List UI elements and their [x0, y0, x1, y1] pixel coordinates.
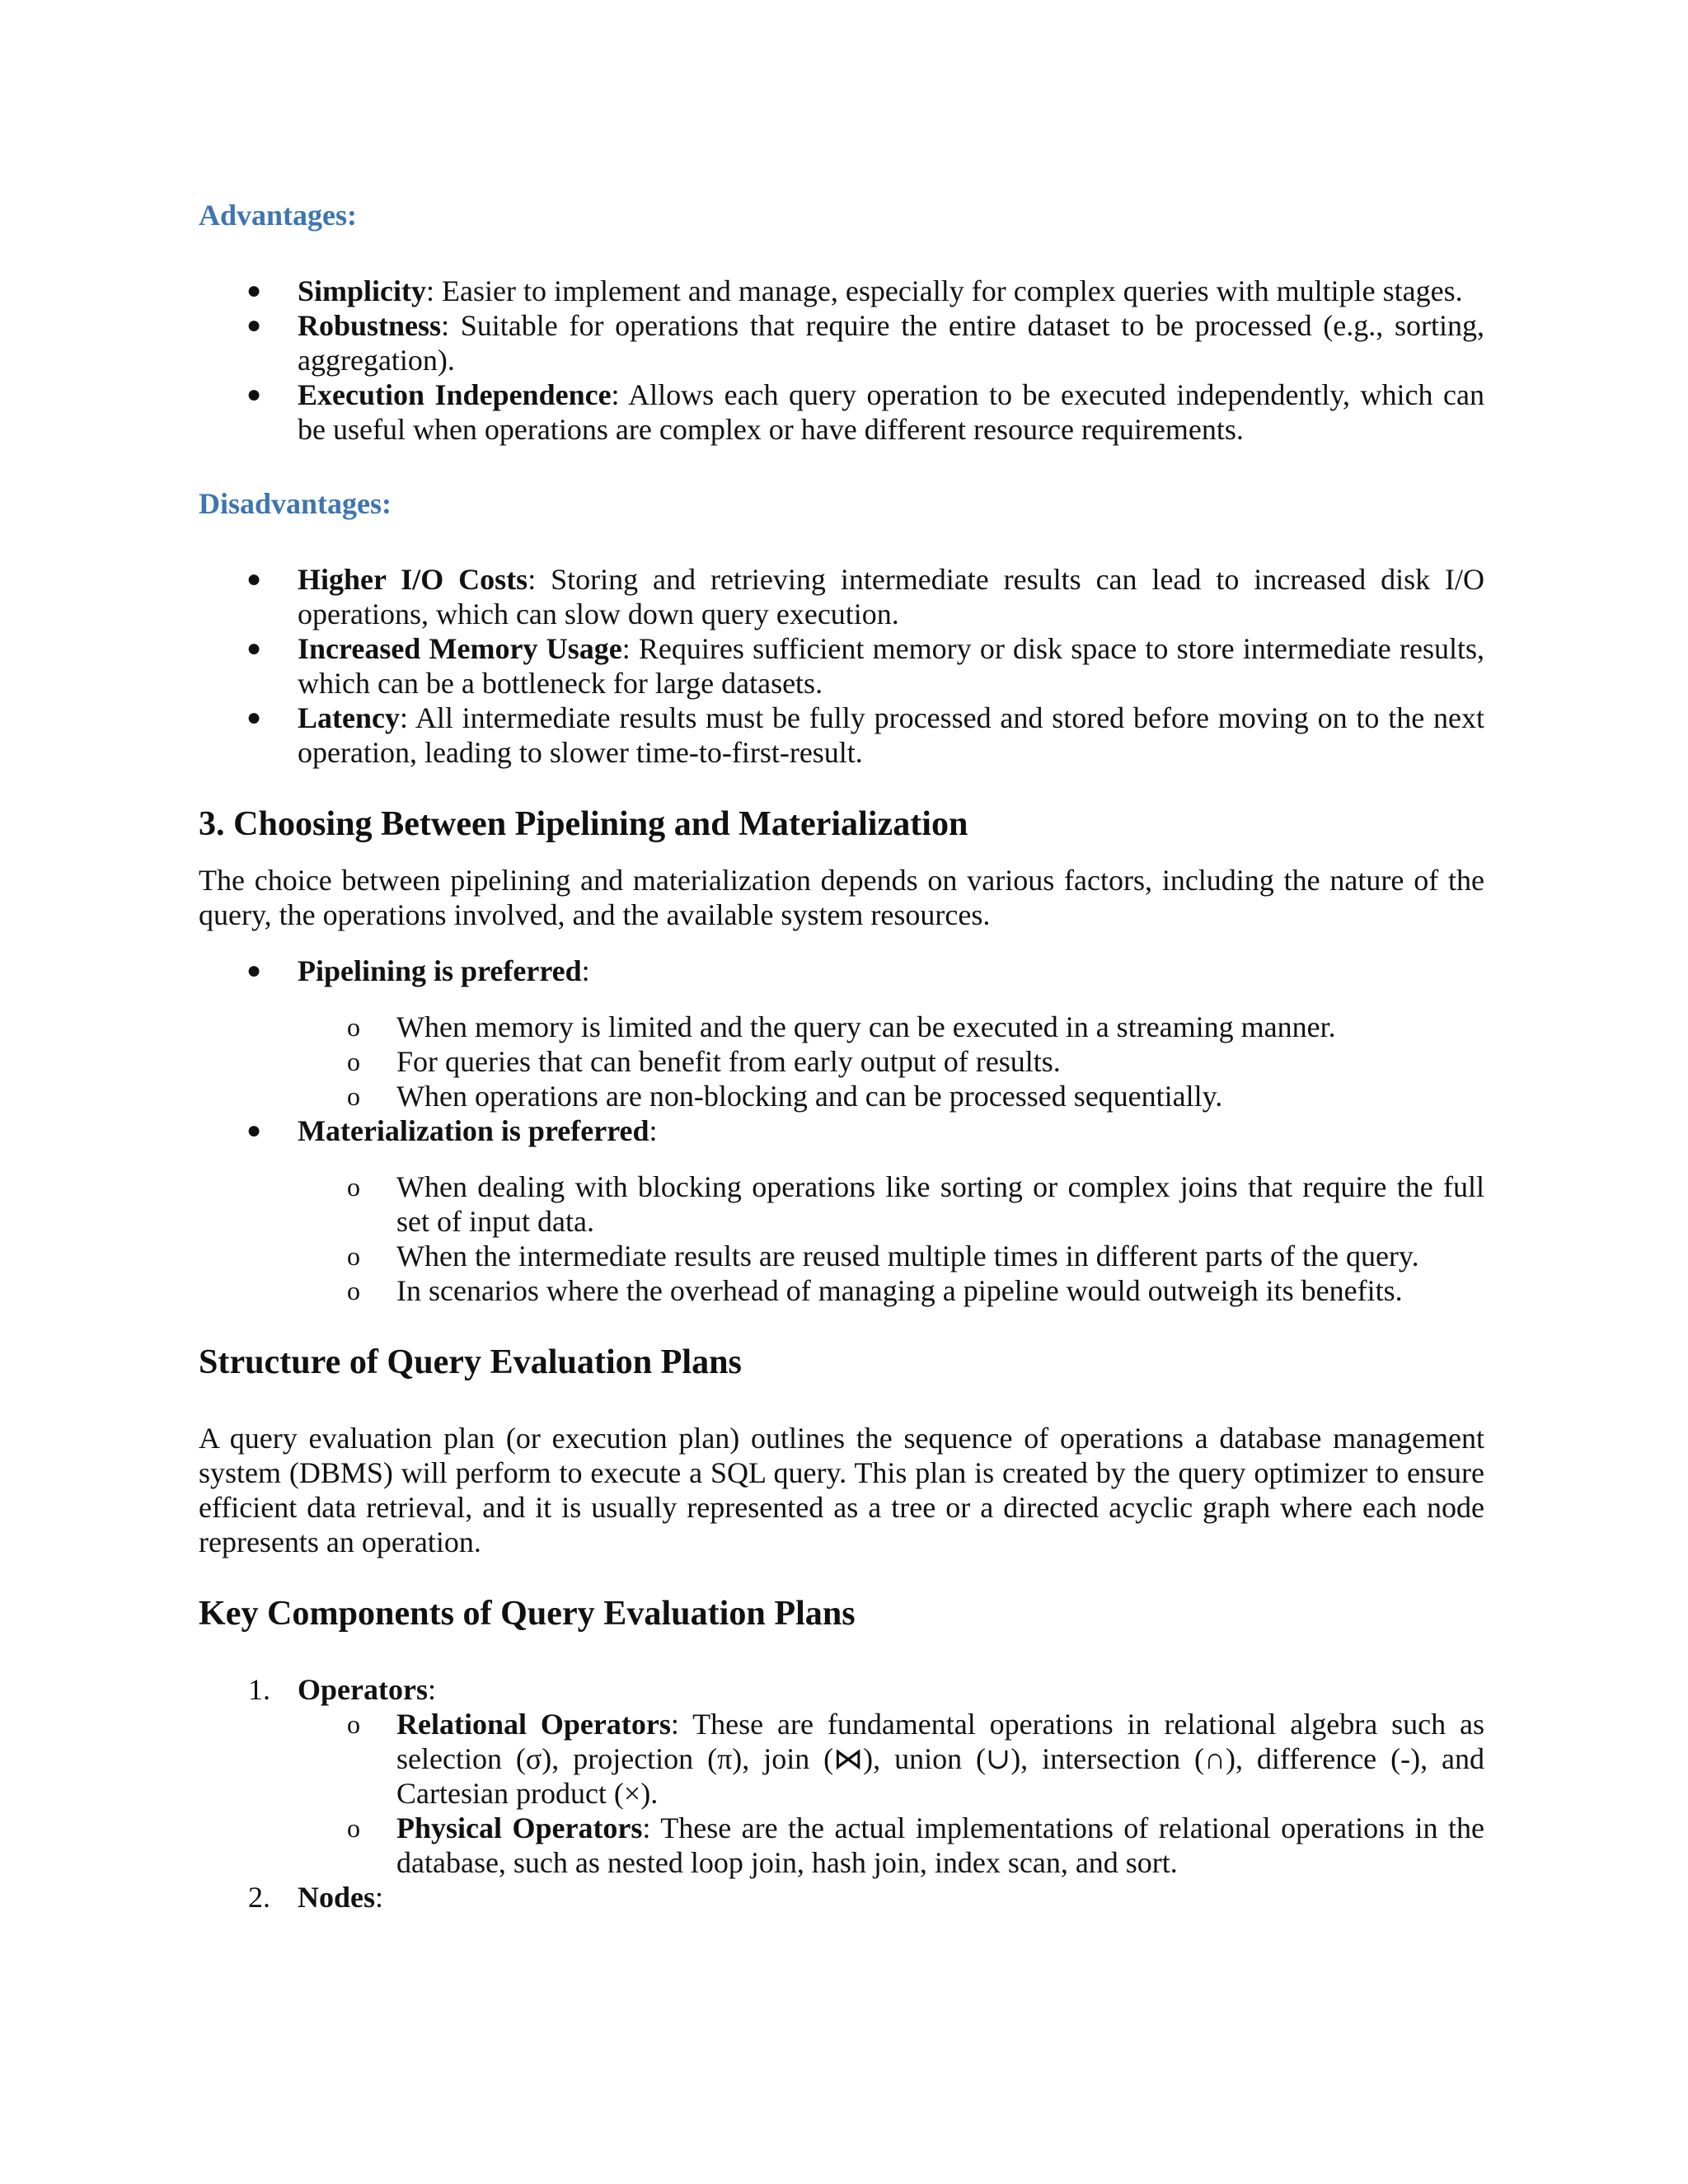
list-item-materialization: [199, 1113, 1484, 1148]
sub-item-text: When memory is limited and the query can be executed in a streaming manner.: [396, 1010, 1336, 1043]
sub-list-item: [199, 1044, 1484, 1079]
item-text: : All intermediate results must be fully processed and stored before moving on to the next operation, leading to slower time-to-first-result.: [298, 701, 1484, 769]
structure-paragraph: A query evaluation plan (or execution plan) outlines the sequence of operations a database management system (DBMS) will perform to execute a SQL query. This plan is created by the query optimizer to ensure efficient data retrieval, and it is usually represented as a tree or a directed acyclic graph where each node represents an operation.: [199, 1422, 1484, 1558]
sub-item-text: : These are the actual implementations of relational operations in the database, such as nested loop join, hash join, index scan, and sort.: [396, 1811, 1484, 1879]
operators-sublist: [199, 1707, 1484, 1880]
bullet-marker: ●: [246, 704, 262, 731]
item-number: 1.: [248, 1673, 270, 1706]
sub-bullet-marker: o: [347, 1047, 360, 1076]
bullet-marker: ●: [246, 957, 262, 984]
choosing-list-2: [199, 1113, 1484, 1148]
disadvantages-list: [199, 562, 1484, 770]
list-item: [199, 377, 1484, 447]
components-list: [199, 1672, 1484, 1707]
item-colon: :: [427, 1673, 436, 1706]
list-item: [199, 631, 1484, 701]
advantages-heading: Advantages:: [199, 199, 358, 232]
sub-bullet-marker: o: [347, 1241, 360, 1271]
numbered-item-nodes: [199, 1880, 1484, 1915]
sub-bullet-marker: o: [347, 1276, 360, 1305]
item-term: Simplicity: [298, 274, 427, 307]
item-text: : Storing and retrieving intermediate results can lead to increased disk I/O operations, which can slow down query execution.: [298, 563, 1484, 630]
sub-list-item: [199, 1273, 1484, 1308]
sub-item-text: For queries that can benefit from early output of results.: [396, 1045, 1061, 1078]
bullet-marker: ●: [246, 312, 262, 339]
list-item-pipelining: [199, 954, 1484, 988]
item-term: Pipelining is preferred: [298, 954, 582, 987]
item-term: Execution Independence: [298, 378, 612, 411]
sub-item-text: When dealing with blocking operations like sorting or complex joins that require the full set of input data.: [396, 1170, 1484, 1238]
pipelining-sublist: [199, 1010, 1484, 1113]
sub-bullet-marker: o: [347, 1012, 360, 1042]
item-text: : Requires sufficient memory or disk space to store intermediate results, which can be a bottleneck for large datasets.: [298, 632, 1484, 700]
sub-bullet-marker: o: [347, 1709, 360, 1739]
components-heading: Key Components of Query Evaluation Plans: [199, 1594, 856, 1633]
sub-item-text: In scenarios where the overhead of managing a pipeline would outweigh its benefits.: [396, 1274, 1403, 1307]
sub-list-item: [199, 1010, 1484, 1044]
choosing-intro: The choice between pipelining and materialization depends on various factors, including the nature of the query, the operations involved, and the available system resources.: [199, 864, 1484, 931]
sub-item-term: Relational Operators: [396, 1708, 671, 1741]
choosing-heading: 3. Choosing Between Pipelining and Materialization: [199, 804, 968, 843]
numbered-item-operators: [199, 1672, 1484, 1707]
item-text: : Suitable for operations that require the entire dataset to be processed (e.g., sorting, aggregation).: [298, 309, 1484, 377]
disadvantages-heading: Disadvantages:: [199, 487, 392, 520]
item-term: Higher I/O Costs: [298, 563, 528, 596]
item-term: Latency: [298, 701, 400, 734]
sub-list-item: [199, 1239, 1484, 1273]
structure-heading: Structure of Query Evaluation Plans: [199, 1343, 742, 1381]
sub-item-text: : These are fundamental operations in relational algebra such as selection (σ), projection (π), join (⋈), union (∪), intersection (∩), difference (-), and Cartesian product (×).: [396, 1708, 1484, 1810]
sub-bullet-marker: o: [347, 1172, 360, 1202]
choosing-list: [199, 954, 1484, 988]
sub-item-term: Physical Operators: [396, 1811, 643, 1844]
bullet-marker: ●: [246, 381, 262, 408]
list-item: [199, 701, 1484, 770]
sub-item-text: When operations are non-blocking and can be processed sequentially.: [396, 1080, 1223, 1113]
item-term: Nodes: [298, 1881, 376, 1914]
bullet-marker: ●: [246, 565, 262, 593]
list-item: [199, 562, 1484, 631]
bullet-marker: ●: [246, 635, 262, 662]
list-item: [199, 308, 1484, 377]
page-content: [199, 198, 1484, 1915]
sub-item-text: When the intermediate results are reused multiple times in different parts of the query.: [396, 1240, 1419, 1272]
sub-list-item: [199, 1079, 1484, 1113]
item-term: Robustness: [298, 309, 442, 342]
item-term: Increased Memory Usage: [298, 632, 622, 665]
list-item: [199, 274, 1484, 308]
sub-bullet-marker: o: [347, 1081, 360, 1111]
item-colon: :: [375, 1881, 384, 1914]
sub-list-item: [199, 1707, 1484, 1811]
sub-list-item: [199, 1169, 1484, 1239]
components-list-2: [199, 1880, 1484, 1915]
bullet-marker: ●: [246, 277, 262, 304]
item-term: Operators: [298, 1673, 428, 1706]
materialization-sublist: [199, 1169, 1484, 1308]
item-colon: :: [649, 1114, 658, 1147]
sub-list-item: [199, 1811, 1484, 1880]
item-colon: :: [581, 954, 590, 987]
item-term: Materialization is preferred: [298, 1114, 649, 1147]
bullet-marker: ●: [246, 1117, 262, 1144]
item-text: : Allows each query operation to be executed independently, which can be useful when operations are complex or have different resource requirements.: [298, 378, 1484, 446]
advantages-list: [199, 274, 1484, 447]
item-number: 2.: [248, 1881, 270, 1914]
sub-bullet-marker: o: [347, 1813, 360, 1843]
item-text: : Easier to implement and manage, especially for complex queries with multiple stages.: [426, 274, 1463, 307]
